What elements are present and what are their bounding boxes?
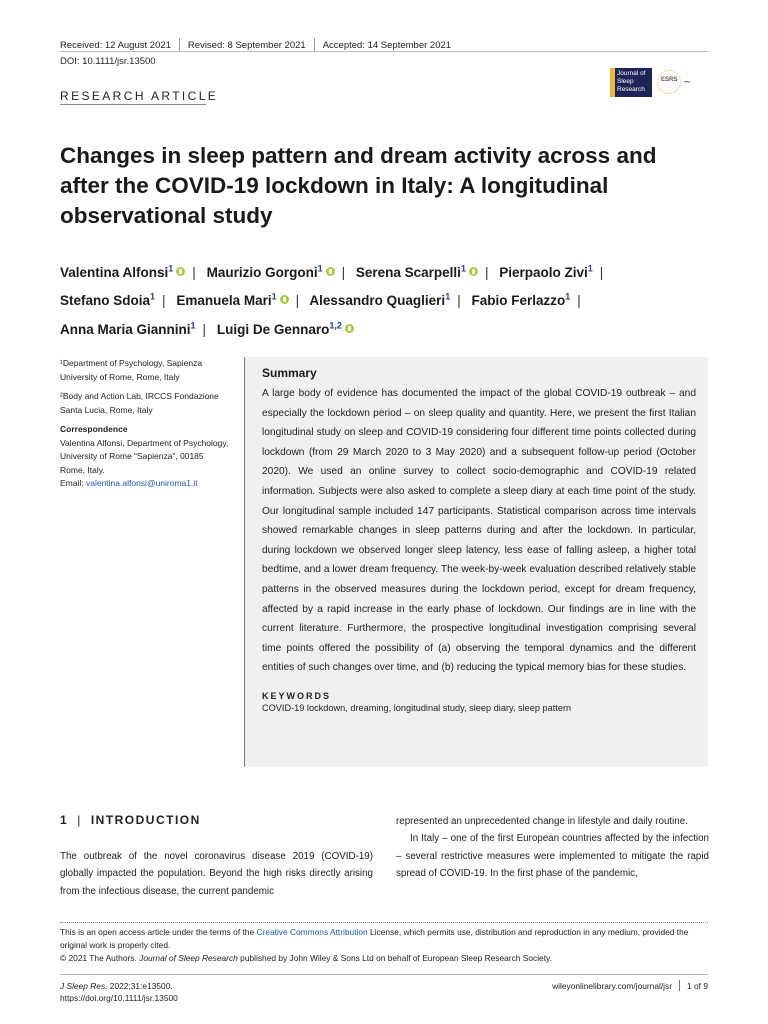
license-prefix: This is an open access article under the terms of the [60,927,257,937]
citation-rule [60,974,708,975]
author-5[interactable] [176,293,288,308]
author-6[interactable] [309,293,450,308]
journal-logo-badge [610,68,652,97]
orcid-icon[interactable] [326,267,335,276]
citation-volume: . 2022;31:e13500. [105,981,173,991]
journal-website[interactable]: wileyonlinelibrary.com/journal/jsr [552,980,673,991]
correspondence-text: Valentina Alfonsi, Department of Psychology, University of Rome “Sapienza”, 00185 Rome, Italy. [60,437,229,475]
article-type-underline [60,104,206,105]
section-number: 1 [60,813,69,827]
orcid-icon[interactable] [176,267,185,276]
divider [179,38,180,52]
author-separator: | [341,264,346,280]
author-affiliation-ref[interactable]: 1 [271,291,277,302]
author-3[interactable] [499,265,593,280]
society-signature-icon: ~ [683,77,692,88]
author-affiliation-ref[interactable]: 1 [317,263,323,273]
author-affiliation-ref[interactable]: 1 [190,320,196,330]
author-name[interactable]: Anna Maria Giannini [60,321,191,337]
author-separator: | [202,321,207,337]
author-affiliation-ref[interactable]: 1 [150,291,156,302]
logo-line3: Research [617,86,645,93]
author-affiliation-ref[interactable]: 1 [565,291,571,302]
copyright-prefix: © 2021 The Authors. [60,953,140,963]
license-link[interactable]: Creative Commons Attribution [256,927,368,937]
author-name[interactable]: Pierpaolo Zivi [499,264,588,280]
citation-doi[interactable]: https://doi.org/10.1111/jsr.13500 [60,993,178,1003]
section-heading [60,813,201,827]
page-number: 1 of 9 [687,980,708,991]
copyright-suffix: published by John Wiley & Sons Ltd on behalf of European Sleep Research Society. [237,953,552,963]
author-separator: | [295,293,300,308]
author-affiliation-ref[interactable]: 1 [587,263,593,273]
journal-logo[interactable] [610,68,710,98]
author-name[interactable]: Luigi De Gennaro [216,321,330,337]
article-title: Changes in sleep pattern and dream activity across and after the COVID-19 lockdown in Italy: A longitudinal observational study [60,143,657,228]
author-affiliation-ref[interactable]: 1 [445,291,451,302]
affiliations [60,357,230,497]
body-column-right [396,813,709,883]
license-note [60,926,710,965]
license-suffix: License, which permits use, distribution and reproduction in any medium, provided the original work is properly cited. [60,927,689,950]
keywords-text: COVID-19 lockdown, dreaming, longitudinal study, sleep diary, sleep pattern [262,702,572,713]
author-affiliation-ref[interactable]: 1 [168,263,174,273]
orcid-icon[interactable] [469,267,478,276]
copyright-journal: Journal of Sleep Research [139,953,238,963]
author-name[interactable]: Fabio Ferlazzo [471,293,566,308]
divider [314,38,315,52]
author-name[interactable]: Emanuela Mari [176,293,272,308]
section-title: INTRODUCTION [90,813,201,827]
author-separator: | [484,264,489,280]
author-separator: | [457,293,461,308]
intro-paragraph: In Italy – one of the first European countries affected by the infection – several restrictive measures were implemented to mitigate the rapid spread of COVID-19. In the first phase of the pandemic, [396,833,709,880]
email-label: Email: [60,478,86,488]
footer-divider [60,922,708,923]
citation-journal: J Sleep Res [60,981,106,991]
summary-heading: Summary [262,366,317,380]
author-8[interactable] [60,322,196,337]
accepted-date: Accepted: 14 September 2021 [322,39,452,51]
article-doi: DOI: 10.1111/jsr.13500 [60,56,156,67]
summary-box [244,357,708,767]
author-list [60,256,710,342]
author-separator: | [162,293,166,308]
author-name[interactable]: Maurizio Gorgoni [206,264,318,280]
summary-text: A large body of evidence has documented the impact of the global COVID-19 outbreak – and especially the lockdown period – on sleep quality and quantity. Here, we present the first Italian longitudinal study on sleep and COVID-19 considering four different time points collected during lockdown (from 29 March 2020 to 3 May 2020) and a subsequent follow-up period (October 2020). We used an online survey to collect socio-demographic and COVID-19 related information. Subjects were also asked to complete a sleep diary at each time point of the study. Our longitudinal sample included 147 participants. Statistical comparison across time intervals showed remarkable changes in sleep patterns during and after the lockdown. In particular, during lockdown we observed longer sleep latency, less ease of falling asleep, a higher total bedtime, and a lower dream frequency. The week-by-week evaluation described relatively stable patterns in the observed measures during the lockdown period, except for dream frequency, affected by a rapid increase in the early phase of lockdown. Our findings are in line with the current literature. Furthermore, the prospective longitudinal investigation comprising several time points offered the possibility of (a) observing the temporal dynamics and the different entities of such changes over time, and (b) reducing the typical memory bias for these studies. [262,388,696,674]
received-date: Received: 12 August 2021 [60,39,171,51]
author-4[interactable] [60,293,155,308]
author-name[interactable]: Alessandro Quaglieri [309,293,446,308]
citation [60,980,178,1004]
author-separator: | [599,264,604,280]
affiliation-2: ²Body and Action Lab, IRCCS Fondazione Santa Lucia, Rome, Italy [60,391,219,415]
keywords-label: KEYWORDS [262,690,332,701]
author-7[interactable] [471,293,570,308]
copyright-text [60,952,710,965]
orcid-icon[interactable] [345,324,354,333]
author-0[interactable] [60,265,185,280]
author-1[interactable] [207,265,335,280]
page-info [552,980,708,991]
author-affiliation-ref[interactable]: 1 [460,263,466,273]
logo-line1: Journal of [617,70,646,77]
correspondence-email [60,477,230,491]
correspondence-heading: Correspondence [60,424,128,434]
revised-date: Revised: 8 September 2021 [187,39,306,51]
divider [679,980,680,991]
section-separator: | [77,813,82,827]
author-separator: | [577,293,581,308]
orcid-icon[interactable] [280,295,289,304]
license-text [60,926,710,952]
article-dates [60,38,451,52]
author-separator: | [192,264,196,280]
society-logo: ESRS [661,77,678,83]
email-link[interactable]: valentina.alfonsi@uniroma1.it [85,478,198,488]
header-rule [60,51,708,52]
author-name[interactable]: Serena Scarpelli [355,264,461,280]
author-name[interactable]: Valentina Alfonsi [60,264,169,280]
intro-paragraph: The outbreak of the novel coronavirus disease 2019 (COVID-19) globally impacted the population. Beyond the high risks directly arising from the infectious disease, the current pandemic [60,851,373,897]
logo-accent-bar [610,68,615,97]
intro-paragraph: represented an unprecedented change in lifestyle and daily routine. [396,816,688,827]
author-9[interactable] [217,322,354,337]
body-column-left [60,848,373,900]
article-type: RESEARCH ARTICLE [60,89,219,103]
author-affiliation-ref[interactable]: 1,2 [329,320,342,330]
citation-line [60,980,178,992]
author-2[interactable] [356,265,478,280]
author-name[interactable]: Stefano Sdoia [60,293,151,308]
affiliation-1: ¹Department of Psychology, Sapienza University of Rome, Rome, Italy [60,358,203,382]
logo-line2: Sleep [617,78,634,85]
